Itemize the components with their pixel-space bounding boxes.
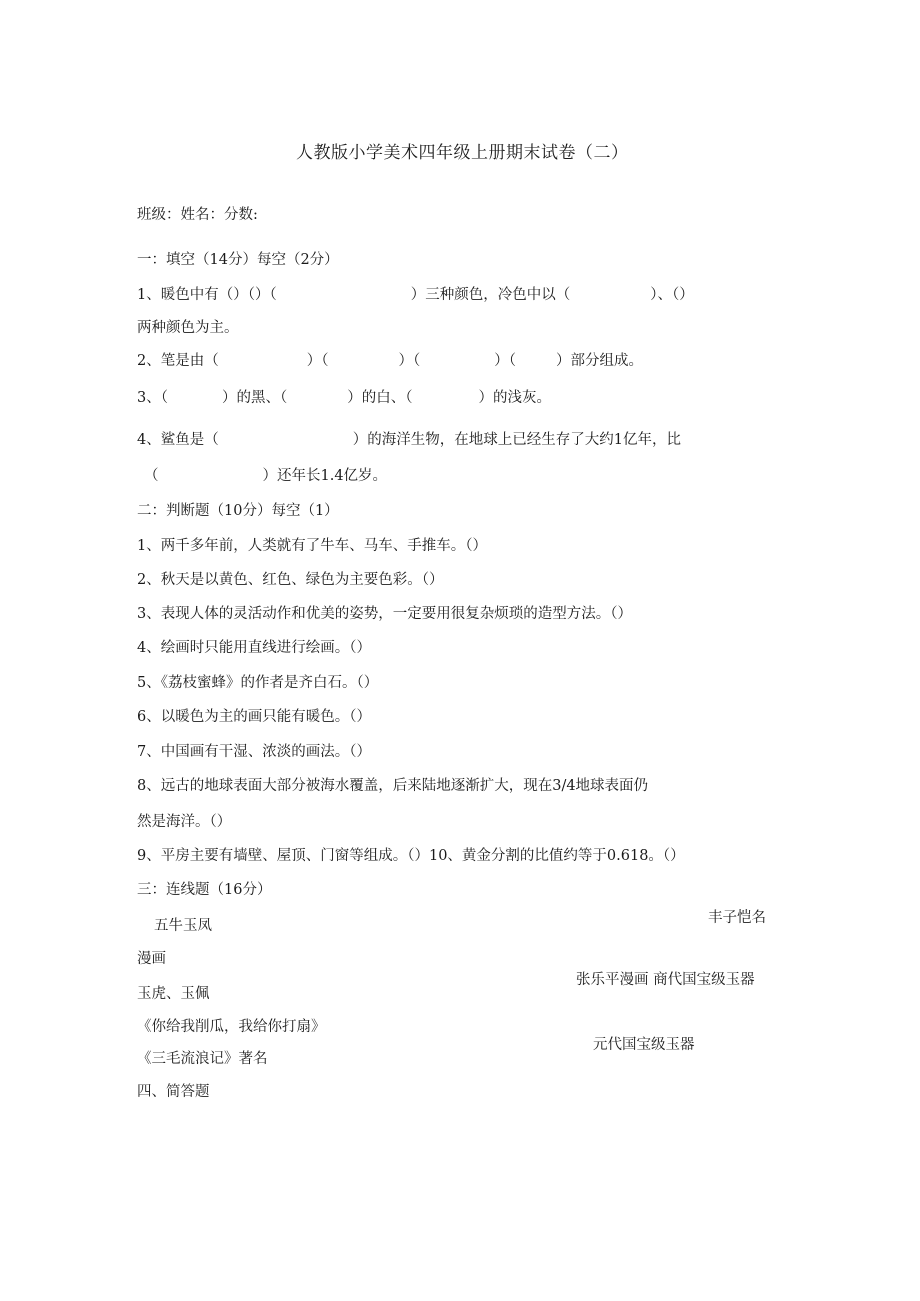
judge-item: 2、秋天是以黄色、红色、绿色为主要色彩。（）: [137, 572, 444, 588]
q1-part-a: 1、暖色中有（）（）（: [137, 287, 277, 303]
q2-part-e: ）部分组成。: [555, 353, 643, 369]
judge-item: 7、中国画有干湿、浓淡的画法。（）: [137, 744, 371, 760]
section4-heading: 四、简答题: [137, 1084, 210, 1100]
q3-part-c: ）的白、（: [347, 390, 413, 406]
match-left-item: 玉虎、玉佩: [137, 986, 210, 1002]
q3-part-a: 3、（: [137, 390, 168, 406]
match-left-item: 五牛玉凤: [154, 918, 212, 934]
question-1-line2: 两种颜色为主。: [137, 320, 239, 336]
match-left-item: 《三毛流浪记》著名: [137, 1051, 268, 1067]
q4-part-a: 4、鲨鱼是（: [137, 432, 219, 448]
match-right-item: 丰子恺名: [708, 910, 766, 926]
q3-part-b: ）的黑、（: [221, 390, 288, 406]
q2-part-b: ）（: [306, 353, 329, 369]
header-fields: 班级：姓名：分数:: [137, 207, 258, 223]
judge-item: 3、表现人体的灵活动作和优美的姿势，一定要用很复杂烦琐的造型方法。（）: [137, 606, 632, 622]
q4-line2-part-b: ）还年长1.4亿岁。: [262, 468, 388, 484]
q4-line2-part-a: （: [144, 468, 159, 484]
match-right-item: 元代国宝级玉器: [593, 1037, 695, 1053]
judge-item: 5、《荔枝蜜蜂》的作者是齐白石。（）: [137, 675, 379, 691]
page-title: 人教版小学美术四年级上册期末试卷（二）: [296, 143, 629, 163]
match-left-item: 漫画: [137, 951, 166, 967]
q2-part-d: ）（: [494, 353, 516, 369]
q1-part-b: ）三种颜色，冷色中以（: [410, 287, 571, 303]
judge-item: 1、两千多年前，人类就有了牛车、马车、手推车。（）: [137, 538, 487, 554]
q3-part-d: ）的浅灰。: [478, 390, 551, 406]
question-4-line2: [144, 467, 387, 485]
q4-part-b: ）的海洋生物，在地球上已经生存了大约1亿年，比: [352, 432, 681, 448]
question-3: [137, 389, 551, 407]
q2-part-c: ）（: [398, 353, 421, 369]
judge-item: 8、远古的地球表面大部分被海水覆盖，后来陆地逐渐扩大，现在3/4地球表面仍: [137, 778, 649, 794]
match-left-item: 《你给我削瓜，我给你打扇》: [137, 1019, 326, 1035]
q1-part-c: ）、（）: [650, 287, 694, 303]
judge-item: 6、以暖色为主的画只能有暖色。（）: [137, 709, 371, 725]
q2-part-a: 2、笔是由（: [137, 353, 219, 369]
judge-item-continued: 然是海洋。（）: [137, 814, 232, 830]
judge-item: 9、平房主要有墙壁、屋顶、门窗等组成。（）10、黄金分割的比值约等于0.618。（）: [137, 848, 685, 864]
match-right-item: 张乐平漫画 商代国宝级玉器: [576, 972, 755, 988]
question-2: [137, 352, 643, 370]
section1-heading: 一：填空（14分）每空（2分）: [137, 252, 339, 268]
judge-item: 4、绘画时只能用直线进行绘画。（）: [137, 640, 371, 656]
section3-heading: 三：连线题（16分）: [137, 882, 272, 898]
question-1-line1: [137, 286, 694, 304]
section2-heading: 二：判断题（10分）每空（1）: [137, 503, 339, 519]
question-4-line1: [137, 431, 681, 449]
